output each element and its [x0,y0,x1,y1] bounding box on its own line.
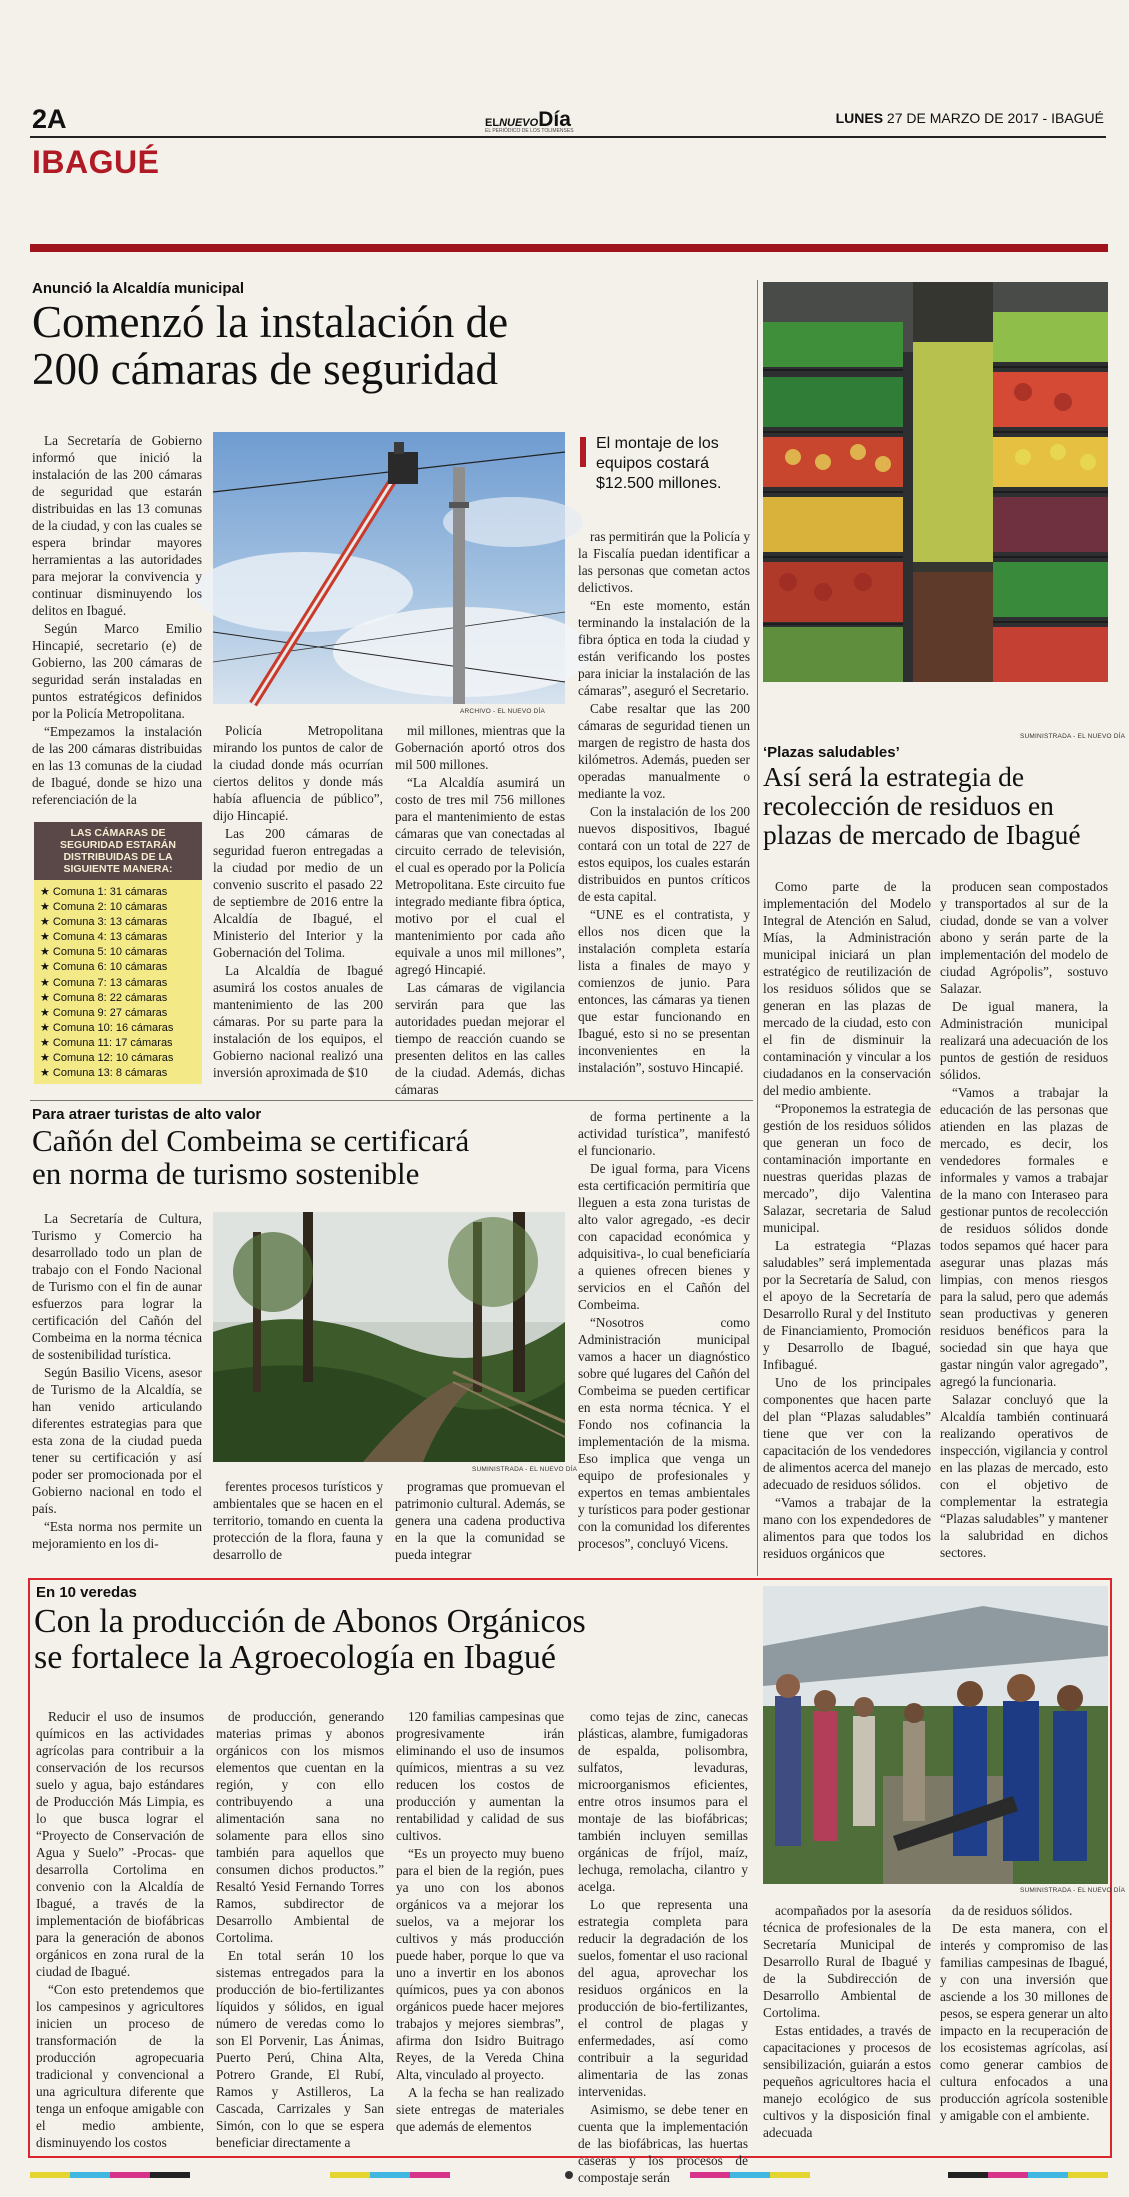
forest-path-photo [213,1212,565,1462]
market-photo [763,282,1108,682]
story3-col4: como tejas de zinc, canecas plásticas, alambre, fumigadoras de espalda, polisombra, sulfatos, levaduras, microorganismos eficientes, entre otros insumos para el montaje de las biofábricas; también incluyen semillas orgánicas de fríjol, maíz, lechuga, remolacha, cilantro y acelga. Lo que representa una estrategia completa para reducir la degradación de los suelos, fomentar el uso racional del agua, aprovechar los residuos orgánicos en la producción de bio-fertilizantes, el control de plagas y enfermedades, así como contribuir a la seguridad alimentaria de las zonas intervenidas. Asimismo, se debe tener en cuenta que la implementación de las biofábricas, las huertas caseras y los procesos de compostaje serán [578,1709,748,2185]
story1-col1: La Secretaría de Gobierno informó que inició la instalación de las 200 cámaras de seguridad que estarán distribuidas en las 13 comunas de la ciudad, y con las cuales se espera brindar mayores herramientas a las autoridades para mejorar la convivencia y continuar disminuyendo los delitos en Ibagué. Según Marco Emilio Hincapié, secretario (e) de Gobierno, las 200 cámaras de seguridad serán instaladas en puntos estratégicos definidos por la Policía Metropolitana. “Empezamos la instalación de las 200 cámaras distribuidas en las 13 comunas de la ciudad de Ibagué, donde se hizo una referenciación de la [32,433,202,807]
date-day: LUNES [835,110,884,126]
box-item: ★ Comuna 11: 17 cámaras [40,1036,173,1049]
story3-headline [34,1604,754,1675]
box-item: ★ Comuna 12: 10 cámaras [40,1052,174,1065]
story2-kicker: Para atraer turistas de alto valor [32,1106,262,1123]
market-kicker: ‘Plazas saludables’ [763,744,900,761]
header-rule [30,136,1106,138]
crane-photo-credit: ARCHIVO - EL NUEVO DÍA [460,708,546,715]
page-number: 2A [32,104,67,134]
section-bar [30,244,1108,252]
story3-headline-line1: Con la producción de Abonos Orgánicos [34,1603,586,1640]
box-list [34,880,202,1081]
market-headline-line1: Así será la estrategia de [763,761,1025,792]
forest-photo-credit: SUMINISTRADA - EL NUEVO DÍA [472,1466,578,1473]
story1-headline-line1: Comenzó la instalación de [32,297,509,347]
date-line [836,110,1104,126]
date-rest: 27 DE MARZO DE 2017 - IBAGUÉ [886,110,1104,126]
story2-headline-line1: Cañón del Combeima se certificará [32,1123,470,1158]
market-headline-line3: plazas de mercado de Ibagué [763,818,1081,850]
market-headline [763,763,1108,850]
story1-kicker: Anunció la Alcaldía municipal [32,280,244,297]
logo-nuevo: NUEVO [499,117,539,129]
box-item: ★ Comuna 6: 10 cámaras [40,961,168,974]
logo-tagline: EL PERIÓDICO DE LOS TOLIMENSES [485,128,574,134]
story3-col3: 120 familias campesinas que progresivamente irán eliminando el uso de insumos químicos, mientras a su vez reducen los costos de producción y aumentan la rentabilidad y calidad de sus cultivos. “Es un proyecto muy bueno para el bien de la región, pues ya uno con los abonos orgánicos va a mejorar los suelos, va a mejorar los cultivos y más producción puede haber, porque lo que va uno a invertir en los abonos químicos, pues ya con abonos orgánicos puede hacer mejores trabajos y mejores siembras”, afirma don Isidro Buitrago Reyes, de la Vereda China Alta, vinculado al proyecto. A la fecha se han realizado siete entregas de materiales que además de elementos [396,1709,564,2134]
crane-photo [213,432,565,704]
page-header [30,104,1106,136]
box-item: ★ Comuna 2: 10 cámaras [40,901,168,914]
story2-col1: La Secretaría de Cultura, Turismo y Comercio ha desarrollado todo un plan de trabajo con el Fondo Nacional de Turismo con el fin de aunar esfuerzos para lograr la certificación del Cañón del Combeima en la norma técnica de sostenibilidad turística. Según Basilio Vicens, asesor de Turismo de la Alcaldía, se han venido articulando diferentes estrategias para que esta zona de la ciudad pueda tener su certificación y así poder ser promocionada por el Gobierno nacional en todo el país. “Esta norma nos permite un mejoramiento en los di- [32,1211,202,1551]
pullquote-mark [580,437,586,467]
story1-headline-line2: 200 cámaras de seguridad [32,344,499,395]
logo-dia: Día [538,108,571,131]
box-item: ★ Comuna 13: 8 cámaras [40,1067,168,1080]
story2-top-rule [30,1100,753,1101]
market-col1: Como parte de la implementación del Modelo Integral de Atención en Salud, Mías, la Administración municipal iniciará un plan estratégico de reutilización de los residuos sólidos que se generan en las plazas de mercado de la ciudad, esto con el fin de disminuir la contaminación y vincular a los ciudadanos en la conservación del medio ambiente. “Proponemos la estrategia de gestión de los residuos sólidos que generan un foco de contaminación importante en nuestras queridas plazas de mercado”, dijo Valentina Salazar, secretaria de Salud municipal. La estrategia “Plazas saludables” será implementada por la Secretaría de Salud, con el apoyo de la Secretaría de Desarrollo Rural y del Instituto de Financiamiento, Promoción y Desarrollo de Ibagué, Infibagué. Uno de los principales componentes que hacen parte del plan “Plazas saludables” tiene que ver con la capacitación de los vendedores de alimentos acerca del manejo adecuado de residuos sólidos. “Vamos a trabajar de la mano con los expendedores de alimentos para que todos los residuos orgánicos que [763,879,931,1561]
market-photo-credit: SUMINISTRADA - EL NUEVO DÍA [1020,733,1126,740]
story2-headline-line2: en norma de turismo sostenible [32,1155,420,1191]
farmers-photo [763,1586,1108,1884]
newspaper-logo [485,108,615,134]
story1-pullquote [580,434,750,494]
story2-col3: programas que promuevan el patrimonio cultural. Además, se genera una cadena productiva en la que la comunidad se pueda integrar [395,1479,565,1562]
farmers-photo-credit: SUMINISTRADA - EL NUEVO DÍA [1020,1887,1126,1894]
story1-col4: ras permitirán que la Policía y la Fiscalía puedan identificar a las personas que cometan actos delictivos. “En este momento, están terminando la instalación de la fibra óptica en toda la ciudad y están verificando los postes para iniciar la instalación de las cámaras”, aseguró el Secretario. Cabe resaltar que las 200 cámaras de seguridad tienen un margen de registro de hasta dos kilómetros. Además, pueden ser operadas manualmente o mediante la voz. Con la instalación de los 200 nuevos dispositivos, Ibagué contará con un total de 227 de estos equipos, los cuales estarán distribuidos en puntos críticos de esta capital. “UNE es el contratista, y ellos nos dicen que la instalación completa estaría lista a finales de mayo y comienzos de junio. Para entonces, las cámaras ya tienen que estar funcionando en Ibagué, esto si no se presentan inconvenientes en la instalación”, sostuvo Hincapié. [578,529,750,1075]
box-item: ★ Comuna 5: 10 cámaras [40,946,168,959]
story1-headline [32,299,752,394]
box-item: ★ Comuna 7: 13 cámaras [40,976,168,989]
story3-kicker: En 10 veredas [36,1584,137,1601]
market-col2: producen sean compostados y transportados al sur de la ciudad, donde se van a volver abono y serán parte de la implementación del modelo de ciudad Agrópolis”, sostuvo Salazar. De igual manera, la Administración municipal realizará una adecuación de los puntos de gestión de residuos sólidos. “Vamos a trabajar la educación de las personas que atienden en las plazas de mercado, es decir, los vendedores formales e informales y vamos a trabajar de la mano con Interaseo para gestionar puntos de recolección de residuos sólidos donde todos sepamos qué hacer para asegurar unas plazas más limpias, con menos riesgos para la salud, pero que además sean productivas y generen residuos benéficos para la sociedad sin que haya que gastar ningún valor agregado”, agregó la funcionaria. Salazar concluyó que la Alcaldía también continuará realizando operativos de inspección, vigilancia y control en las plazas de mercado, esto con el objetivo de complementar la estrategia “Plazas saludables” y mantener la salubridad en dichos sectores. [940,879,1108,1560]
column-divider [757,280,758,1576]
story1-col3: mil millones, mientras que la Gobernación aportó otros dos mil 500 millones. “La Alcaldía asumirá un costo de tres mil 756 millones para el mantenimiento de estas cámaras que van conectadas al circuito cerrado de televisión, el cual es operado por la Policía Metropolitana. Este circuito fue integrado mediante fibra óptica, motivo por el cual el mantenimiento por cada año equivale a unos mil millones”, agregó Hincapié. Las cámaras de vigilancia servirán para que las autoridades puedan mejorar el tiempo de reacción cuando se presenten delitos en las calles de la ciudad. Además, dichas cámaras [395,723,565,1097]
story1-col2: Policía Metropolitana mirando los puntos de calor de la ciudad donde más ocurrían ciertos delitos y donde más había afluencia de público”, dijo Hincapié. Las 200 cámaras de seguridad fueron entregadas a la ciudad por medio de un convenio suscrito el pasado 22 de septiembre de 2016 entre la Alcaldía de Ibagué, el Ministerio del Interior y la Gobernación del Tolima. La Alcaldía de Ibagué asumirá los costos anuales de mantenimiento de las 200 cámaras. Por su parte para la instalación de los equipos, el Gobierno nacional realizó una inversión aproximada de $10 [213,723,383,1080]
story2-headline [32,1125,572,1190]
story3-col1: Reducir el uso de insumos químicos en las actividades agrícolas para contribuir a la conservación de los recursos suelo y agua, bajo estándares de Producción Más Limpia, es lo que busca lograr el “Proyecto de Conservación de Agua y Suelo” -Procas- que desarrolla Cortolima en convenio con la Alcaldía de Ibagué, a través de la implementación de biofábricas para la generación de abonos orgánicos en zona rural de la ciudad de Ibagué. “Con esto pretendemos que los campesinos y agricultores inicien un proceso de transformación de la producción agropecuaria tradicional y convencional a una agricultura diferente que tenga un enfoque amigable con el medio ambiente, disminuyendo los costos [36,1709,204,2150]
story2-col2: ferentes procesos turísticos y ambientales que se hacen en el territorio, tomando en cuenta la protección de la flora, fauna y desarrollo de [213,1479,383,1562]
story3-col2: de producción, generando materias primas y abonos orgánicos con los mismos elementos que cuentan en la región, y con ello contribuyendo a una alimentación sana no solamente para ellos sino también para aquellos que consumen dichos productos.” Resaltó Yesid Fernando Torres Ramos, subdirector de Desarrollo Ambiental de Cortolima. En total serán 10 los sistemas entregados para la producción de bio-fertilizantes líquidos y sólidos, en igual número de veredas como lo son El Porvenir, Las Ánimas, Puerto Perú, China Alta, Potrero Grande, El Rubí, Ramos y Astilleros, La Cascada, Carrizales y San Simón, con lo que se espera beneficiar directamente a [216,1709,384,2150]
box-item: ★ Comuna 10: 16 cámaras [40,1021,174,1034]
section-title: IBAGUÉ [32,144,160,180]
story2-col4: de forma pertinente a la actividad turística”, manifestó el funcionario. De igual forma, para Vicens esta certificación permitiría que lleguen a esta zona turistas de alto valor agregado, -es decir con capacidad económica y adquisitiva-, lo cual beneficiaría a quienes ofrecen bienes y servicios en el Cañón del Combeima. “Nosotros como Administración municipal vamos a hacer un diagnóstico sobre qué lugares del Cañón del Combeima se pueden certificar en esta norma técnica. Y el Fondo nos cofinancia la implementación de la misma. Eso implica que venga un equipo de profesionales y expertos en temas ambientales y turísticos para poder gestionar con la comunidad los diferentes procesos”, concluyó Vicens. [578,1109,750,1551]
box-title: LAS CÁMARAS DE SEGURIDAD ESTARÁN DISTRIBUIDAS DE LA SIGUIENTE MANERA: [34,822,202,880]
market-headline-line2: recolección de residuos en [763,789,1054,821]
box-item: ★ Comuna 4: 13 cámaras [40,931,168,944]
box-item: ★ Comuna 8: 22 cámaras [40,991,168,1004]
box-item: ★ Comuna 9: 27 cámaras [40,1006,168,1019]
box-item: ★ Comuna 3: 13 cámaras [40,916,168,929]
logo-el: EL [485,117,500,129]
story3-headline-line2: se fortalece la Agroecología en Ibagué [34,1638,557,1676]
pullquote-text: El montaje de los equipos costará $12.500 millones. [596,435,722,492]
box-item: ★ Comuna 1: 31 cámaras [40,886,168,898]
camera-distribution-box [34,822,202,1084]
story3-col5: acompañados por la asesoría técnica de profesionales de la Secretaría Municipal de Desarrollo Rural de Ibagué y de la Subdirección de Desarrollo Ambiental de Cortolima. Estas entidades, a través de capacitaciones y procesos de sensibilización, guiarán a estos pequeños agricultores hacia el manejo ecológico de sus cultivos y la disposición final adecuada [763,1903,931,2140]
print-color-strip [30,2166,1108,2174]
story3-col6: da de residuos sólidos. De esta manera, con el interés y compromiso de las familias campesinas de Ibagué, y con una inversión que asciende a los 30 millones de pesos, se espera generar un alto impacto en la recuperación de los ecosistemas agrícolas, así como generar cambios de cultura enfocados a una producción agrícola sostenible y amigable con el ambiente. [940,1903,1108,2123]
